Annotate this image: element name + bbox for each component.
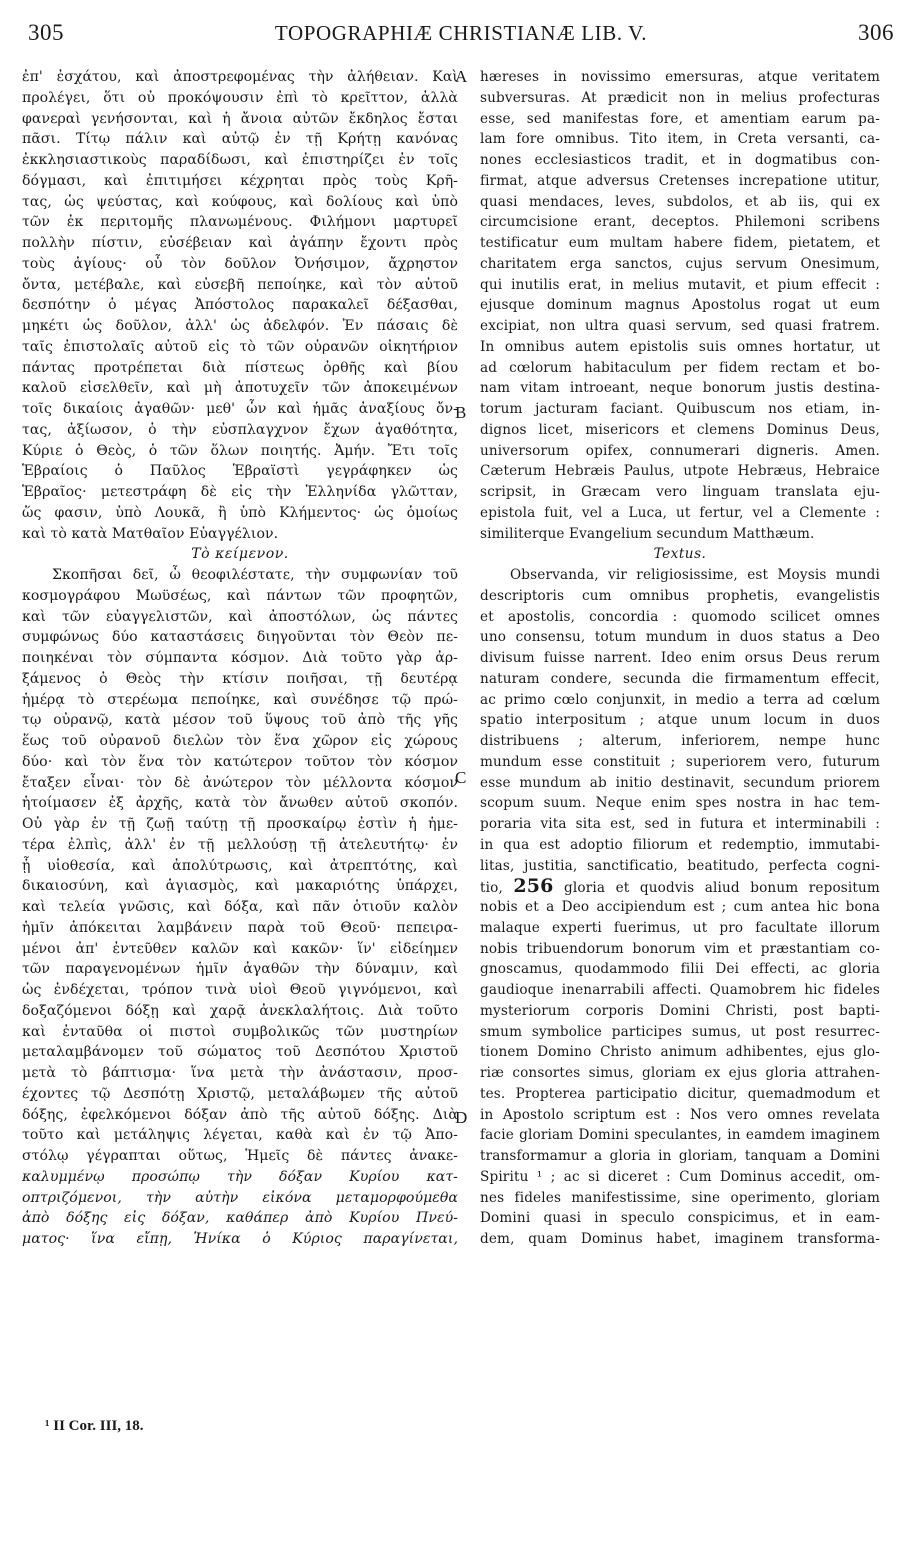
greek-line: μηκέτι ὡς δοῦλον, ἀλλ' ὡς ἀδελφόν. Ἐν πάσαις δὲ [22, 318, 458, 334]
latin-line: nes fideles manifestissime, sine operimento, gloriam [480, 1189, 880, 1206]
latin-line: transformamur a gloria in gloriam, tanquam a Domini [480, 1148, 880, 1164]
latin-line: naturam condere, secunda die firmamentum effecit, [480, 670, 880, 687]
latin-line: quasi mendaces, leves, subdolos, et ab iis, qui ex [480, 193, 880, 210]
greek-line: ποιηκέναι τὸν σύμπαντα κόσμον. Διὰ τοῦτο γὰρ ἀρ- [22, 650, 458, 666]
latin-line: gnoscamus, quodammodo filii Dei effecti, ac gloria [480, 961, 880, 978]
latin-marker-line [480, 876, 880, 897]
latin-line: Spiritu ¹ ; ac si diceret : Cum Dominus accedit, om- [480, 1168, 880, 1185]
greek-line: πολλὴν πίστιν, εὐσέβειαν καὶ ἀγάπην ἔχοντι πρὸς [22, 235, 458, 251]
latin-line: descriptoris cum omnibus prophetis, evangelistis [480, 587, 880, 604]
latin-line: nam vitam introeant, neque bonorum justis destina- [480, 380, 880, 397]
latin-line: esse mundum ab initio destinavit, secundum priorem [480, 774, 880, 791]
margin-letter-d: D [455, 1108, 468, 1127]
latin-line: scripsit, in Græcam vero linguam translata eju- [480, 484, 880, 500]
latin-line: uno consensu, totum mundum in duos status a Deo [480, 629, 880, 646]
latin-line: scopum suum. Neque enim spes nostra in hac tem- [480, 795, 880, 812]
greek-line: ἀπὸ δόξης εἰς δόξαν, καθάπερ ἀπὸ Κυρίου Πνεύ- [22, 1210, 458, 1227]
latin-line: firmat, atque adversus Cretenses increpatione utitur, [480, 172, 880, 189]
latin-section-heading: Textus. [653, 546, 707, 563]
greek-line: Οὐ γὰρ ἐν τῇ ζωῇ ταύτῃ τῇ προσκαίρῳ ἐστὶν ἡ ἡμε- [22, 816, 458, 832]
greek-line: δεσπότην ὁ μέγας Ἀπόστολος παρακαλεῖ δέξασθαι, [22, 297, 458, 314]
greek-line: τοὺς ἁγίους· οὗ τὸν δοῦλον Ὀνήσιμον, ἄχρηστον [22, 255, 458, 272]
latin-line: spatio interpositum ; atque unum locum in duos [480, 712, 880, 729]
greek-line: τῶν ἐκ περιτομῆς πλανωμένους. Φιλήμονι μαρτυρεῖ [22, 214, 458, 231]
greek-line: τέρα ἐλπὶς, ἀλλ' ἐν τῇ μελλούσῃ τῇ ἀτελευτήτῳ· ἐν [22, 836, 458, 853]
latin-line: circumcisione erant, deceptos. Philemoni scribens [480, 214, 880, 231]
latin-line: testificatur eum multam habere fidem, pietatem, et [480, 235, 880, 251]
greek-line: ἡμέρᾳ τὸ στερέωμα πεποίηκε, καὶ συνέδησε τῷ πρώ- [22, 691, 458, 708]
latin-line: qui inutilis erat, in melius mutavit, et pium effecit : [480, 276, 880, 293]
greek-line: ᾗ υἱοθεσία, καὶ ἀπολύτρωσις, καὶ ἀτρεπτότης, καὶ [22, 857, 458, 874]
greek-line: τοῦτο καὶ μετάληψις λέγεται, καθὰ καὶ ἐν τῷ Ἀπο- [22, 1127, 458, 1144]
greek-line: τοῖς δικαίοις ἀγαθῶν· μεθ' ὧν καὶ ἡμᾶς ἀναξίους ὄν- [22, 401, 458, 417]
greek-line: ἡμῖν ἀπόκειται λαμβάνειν παρὰ τοῦ Θεοῦ· πεπειρα- [22, 919, 458, 936]
greek-line: συμφώνως δύο καταστάσεις διηγοῦνται τὸν Θεὸν πε- [22, 629, 458, 646]
latin-line: tes. Propterea participatio dicitur, quemadmodum et [480, 1085, 880, 1102]
latin-line: hæreses in novissimo emersuras, atque veritatem [480, 69, 880, 85]
latin-line: et apostolis, concordia : quomodo scilicet omnes [480, 608, 880, 625]
greek-line: οπτριζόμενοι, τὴν αὐτὴν εἰκόνα μεταμορφούμεθα [22, 1189, 458, 1206]
greek-line: Κύριε ὁ Θεὸς, ὁ τῶν ὅλων ποιητής. Ἀμήν. Ἔτι τοῖς [22, 442, 458, 459]
greek-line: δικαιοσύνη, καὶ ἁγιασμὸς, καὶ μακαριότης ὑπάρχει, [22, 878, 458, 895]
latin-line: epistola fuit, vel a Luca, ut fertur, vel a Clemente : [480, 504, 880, 521]
greek-line: προλέγει, ὅτι οὐ προκόψουσιν ἐπὶ τὸ κρεῖττον, ἀλλὰ [22, 89, 458, 106]
latin-line: poraria vita sita est, sed in futura et interminabili : [480, 816, 880, 832]
margin-letter-b: B [455, 403, 467, 422]
latin-line: nobis tribuendorum bonorum vim et præstantiam co- [480, 940, 880, 957]
latin-line: malaque experti fuerimus, ut pro facultate illorum [480, 919, 880, 936]
latin-line: universorum opifex, connumerari digneris. Amen. [480, 442, 880, 459]
latin-line: Observanda, vir religiosissime, est Moysis mundi [510, 567, 880, 583]
latin-line: ad cœlorum habitaculum per fidem rectam et bo- [480, 359, 880, 376]
latin-column [480, 67, 880, 1250]
latin-paragraph-2-part-2 [480, 897, 880, 1250]
latin-line: charitatem erga sanctos, cujus servum Onesimum, [480, 255, 880, 272]
greek-line: δόγμασι, καὶ ἐπιτιμήσει κέχρηται πρὸς τοὺς Κρῆ- [22, 172, 458, 189]
greek-line: Ἑβραῖος· μετεστράφη δὲ εἰς τὴν Ἑλληνίδα γλῶτταν, [22, 484, 458, 500]
latin-line: Domini quasi in speculo conspicimus, et in eam- [480, 1210, 880, 1227]
latin-line: In omnibus autem epistolis suis omnes hortatur, ut [480, 338, 880, 355]
latin-line: dem, quam Dominus habet, imaginem transforma- [480, 1231, 880, 1247]
latin-line: riæ consortes simus, gloriam ex ejus gloria attrahen- [480, 1065, 880, 1081]
greek-line: κοσμογράφου Μωϋσέως, καὶ πάντων τῶν προφητῶν, [22, 587, 458, 604]
greek-column [22, 67, 458, 1250]
greek-line: ἔταξεν εἶναι· τὸν δὲ ἀνώτερον τὸν μέλλοντα κόσμον [22, 774, 458, 791]
greek-line: Ἑβραίοις ὁ Παῦλος Ἑβραϊστὶ γεγράφηκεν ὡς [22, 463, 458, 480]
greek-line: τῳ οὐρανῷ, κατὰ μέσον τοῦ ὕψους τοῦ ἀπὸ τῆς γῆς [22, 712, 458, 729]
latin-line: ac primo cœlo conjunxit, in medio a terra ad cœlum [480, 691, 880, 708]
greek-line: δοξαζόμενοι δόξῃ καὶ χαρᾷ ἀνεκλαλήτοις. Διὰ τοῦτο [22, 1002, 458, 1019]
margin-letter-c: C [455, 768, 467, 787]
greek-line: δόξης, ἐφελκόμενοι δόξαν ἀπὸ τῆς αὐτοῦ δόξης. Διὰ [22, 1106, 458, 1123]
latin-line: gaudioque inenarrabili affecti. Quamobrem hic fideles [480, 982, 880, 998]
marker-line-prefix: tio, [480, 880, 503, 897]
page-marker-256: 256 [513, 876, 554, 897]
greek-line: καὶ τῶν εὐαγγελιστῶν, καὶ ἀποστόλων, ὡς πάντες [22, 608, 458, 625]
running-header [28, 20, 894, 54]
latin-line: esse, sed manifestas fore, et amentiam earum pa- [480, 110, 880, 127]
latin-line: distribuens ; alterum, inferiorem, nempe hunc [480, 733, 880, 749]
greek-line: δύο· καὶ τὸν ἕνα τὸν κατώτερον τοῦτον τὸν κόσμον [22, 753, 458, 770]
margin-letter-a: A [455, 67, 468, 86]
greek-line: καὶ ἐνταῦθα οἱ πιστοὶ συμβολικῶς τῶν μυστηρίων [22, 1023, 458, 1040]
greek-line: ἕως τοῦ οὐρανοῦ διελὼν τὸν ἕνα χῶρον εἰς χώρους [22, 733, 458, 749]
greek-line: τας, ὡς ψεύστας, καὶ κούφους, καὶ δολίους καὶ ὑπὸ [22, 193, 458, 210]
greek-line: ἡτοίμασεν ἐξ ἀρχῆς, κατὰ τὸν ἄνωθεν αὐτοῦ σκοπόν. [22, 795, 458, 812]
greek-line: καλοῦ εἰσελθεῖν, καὶ μὴ ἀποτυχεῖν τῶν ἀποκειμένων [22, 380, 458, 397]
latin-line: Cæterum Hebræis Paulus, utpote Hebræus, Hebraice [480, 463, 880, 480]
greek-line: ξάμενος ὁ Θεὸς τὴν κτίσιν ποιῆσαι, τῇ δευτέρᾳ [22, 670, 458, 687]
latin-line: nones ecclesiasticos tradit, et in dogmatibus con- [480, 152, 880, 168]
marker-line-suffix: gloria et quodvis aliud bonum repositum [564, 880, 880, 897]
latin-line: similiterque Evangelium secundum Matthæum. [480, 525, 815, 542]
greek-line: πᾶσι. Τίτῳ πάλιν καὶ αὐτῷ ἐν τῇ Κρήτῃ κανόνας [22, 131, 458, 148]
greek-line: τας, ἀξίωσον, ὁ τὴν εὐσπλαγχνον ἔχων ἀγαθότητα, [22, 421, 458, 438]
greek-line: ἐπ' ἐσχάτου, καὶ ἀποστρεφομένας τὴν ἀλήθειαν. Καὶ [22, 69, 458, 85]
latin-line: tionem Domino Christo animum adhibentes, ejus glo- [480, 1044, 880, 1061]
latin-paragraph-2-part-1 [480, 565, 880, 876]
greek-line: μένοι ἀπ' ἐντεῦθεν καλῶν καὶ κακῶν· ἵν' εἰδείημεν [22, 940, 458, 957]
greek-line: φανεραὶ γενήσονται, καὶ ἡ ἄνοια αὐτῶν ἔκδηλος ἔσται [22, 110, 458, 127]
latin-line: in Apostolo scriptum est : Nos vero omnes revelata [480, 1106, 880, 1123]
latin-paragraph-1 [480, 67, 880, 544]
greek-line: ἐκκλησιαστικοὺς παραδίδωσι, καὶ ἐπιστηρίζει ἐν τοῖς [22, 152, 458, 168]
greek-line: ὡς ἐνδέχεται, τρόπον τινὰ υἱοὶ Θεοῦ γιγνόμενοι, καὶ [22, 982, 458, 998]
latin-line: smum symbolice participes sumus, ut post resurrec- [480, 1023, 880, 1040]
greek-line: πάντας προτρέπεται διὰ πίστεως ὀρθῆς καὶ βίου [22, 359, 458, 376]
latin-line: facie gloriam Domini speculantes, in eamdem imaginem [480, 1127, 880, 1144]
greek-line: ὄντα, μετέβαλε, καὶ εὐσεβῆ πεποίηκε, καὶ τὸν αὐτοῦ [22, 276, 458, 293]
greek-section-heading: Τὸ κείμενον. [191, 546, 289, 563]
greek-paragraph-1 [22, 67, 458, 544]
latin-line: in qua est adoptio filiorum et redemptio, immutabi- [480, 836, 880, 853]
latin-line: dignos licet, misericors et clemens Dominus Deus, [480, 421, 880, 438]
latin-line: litas, justitia, sanctificatio, beatitudo, perfecta cogni- [480, 857, 880, 874]
latin-line: mundum esse constituit ; superiorem vero, futurum [480, 753, 880, 770]
greek-line: ματος· ἵνα εἴπῃ, Ἡνίκα ὁ Κύριος παραγίνεται, [22, 1231, 458, 1247]
latin-line: torum jacturam faciant. Quibuscum nos etiam, in- [480, 401, 880, 417]
latin-line: ejusque dominum magnus Apostolus rogat ut eum [480, 297, 880, 314]
greek-line: τῶν παραγενομένων ἡμῖν ἀγαθῶν τὴν δύναμιν, καὶ [22, 961, 458, 978]
greek-line: Σκοπῆσαι δεῖ, ὦ θεοφιλέστατε, τὴν συμφωνίαν τοῦ [52, 567, 458, 583]
running-title: TOPOGRAPHIÆ CHRISTIANÆ LIB. V. [274, 21, 648, 45]
greek-line: καὶ τὸ κατὰ Ματθαῖον Εὐαγγέλιον. [22, 525, 279, 542]
latin-line: subversuras. At prædicit non in melius profecturas [480, 89, 880, 106]
latin-line: excipiat, non ultra quasi servum, sed quasi fratrem. [480, 318, 880, 334]
right-page-number: 306 [858, 20, 894, 45]
latin-line: mysteriorum corporis Domini Christi, post bapti- [480, 1002, 880, 1019]
footnote: ¹ II Cor. III, 18. [45, 1418, 144, 1434]
greek-line: μετὰ τὸ βάπτισμα· ἵνα μετὰ τὴν ἀνάστασιν, προσ- [22, 1065, 458, 1081]
greek-line: ὥς φασιν, ὑπὸ Λουκᾶ, ἢ ὑπὸ Κλήμεντος· ὡς ὁμοίως [22, 504, 458, 521]
latin-line: lam fore omnibus. Tito item, in Creta versanti, ca- [480, 131, 880, 148]
greek-paragraph-2 [22, 565, 458, 1250]
greek-line: στόλῳ γέγραπται οὕτως, Ἡμεῖς δὲ πάντες ἀνακε- [22, 1148, 458, 1164]
greek-line: καλυμμένῳ προσώπῳ τὴν δόξαν Κυρίου κατ- [22, 1168, 458, 1185]
latin-line: nobis et a Deo accipiendum est ; cum antea hic bona [480, 899, 880, 915]
greek-line: ταῖς ἐπιστολαῖς αὐτοῦ εἰς τὸ τῶν οὐρανῶν οἰκητήριον [22, 338, 458, 355]
latin-line: divisum fuisse narrent. Ideo enim orsus Deus rerum [480, 650, 880, 666]
greek-line: μεταλαμβάνομεν τοῦ σώματος τοῦ Δεσπότου Χριστοῦ [22, 1044, 458, 1061]
greek-line: έχοντες τῷ Δεσπότῃ Χριστῷ, μεταλάβωμεν τῆς αὐτοῦ [22, 1085, 458, 1102]
greek-line: καὶ τελεία γνῶσις, καὶ δόξα, καὶ πᾶν ὁτιοῦν καλὸν [22, 899, 458, 915]
left-page-number: 305 [28, 20, 64, 45]
